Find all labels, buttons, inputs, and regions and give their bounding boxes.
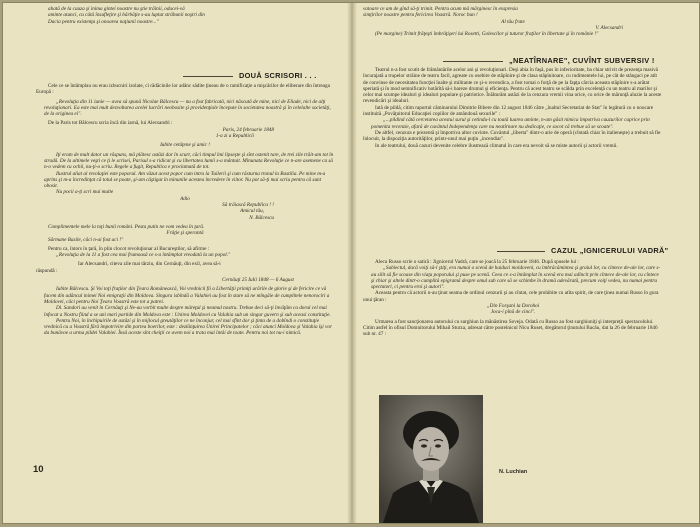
- letter-closing: Adio: [180, 195, 190, 202]
- salutation: Iubite cetăţene şi amic !: [160, 142, 210, 149]
- portrait-photo: [379, 395, 483, 523]
- letter-text: Iubite Bălcescu. Şi Voi toţi fraţilor din Ţeara Românească, Voi vrednicii fii a Libertăţii primiţi urările de glorie şi de fericire ce vă facem din adâncul inimei Noi emigraţii din Moldova. Singura isbîndă a Valahiei au fost în stare să ne mîngăie de cumplitele nenorociri a Moldovei, căci pentru Noi Ţeara Voastră este tot a patrei.: [44, 286, 330, 305]
- paragraph: De altfel, cenzura e prezentă şi împotriva altor cuvinte. Cuvântul „liberta" dintr-o arie de operă (cîntată chiar în italieneşte) a trebuit să fie înlocuit, la dispoziţia autorităţilor, printr-unul mai puţin „incendiar".: [363, 129, 661, 143]
- signature: V. Alecsandri: [595, 24, 623, 31]
- portrait-image: [379, 395, 483, 523]
- signature: N. Bălcescu: [249, 214, 274, 221]
- letter-text: Nu pocii a-ţi scri mai multe: [56, 189, 114, 196]
- quote: „Subiectul, dacă voiţi să-l ştiţi, era numai o scenă de haiduci moldoveni, cu îmbrăcămintea şi graiul lor, cu cîntece de-ale lor, care s-au silit să fie scoase din viaţa poporului şi puse pe scenă. Ceea ce s-a întâmplat în scenă era mai adîncit prin cîntece de-ale lor, cu cîntece şi chiar şi altele dintr-o cumplită epigramă despre omul sub care să se schimbe în dramă adevărată, precum voiţi vedea, nu numai pentru spectatori, ci pentru eroi şi autori".: [371, 265, 661, 291]
- paragraph: Teatrul n-a fost scutit de frământările acelor ani şi revoluţionari. Deşi abia în faşă, pus în inferioritate, ba chiar strivit de prezenţa masivă încurajată a trupelor străine de teatru facil, agreate cu osebire de stăpînire şi de clasa stăpînitoare, cu rudimentele lui, pe cât de stângaci pe atît de convinse de necesitatea funcţiei înalte şi militante ce şi-o revendica, a fost tomai o forţă de pe la fapţa cărcia aceasta stăpînire s-a arătat speriată şi în mod semnificativ hotărîtă să-i bareze drumul şi eficienţa. Pentru că acest teatru se scâlda prin excelenţă cu un teatru al marilor şi celor mai scumpe idealuri şi idealuri populare şi patriotice. Înlăturăm astăzi de la cenzura vremii vina orice, cu orice de mărunţă aluzie la aceste revendicări şi idealuri.: [363, 67, 662, 105]
- quote: „...pildind câtă cercetarea acestui surul şi cetindu-l cu toată luarea aminte, n-am găsit nimica împotriva cauzurilor caprice prin pomenita recenzie, afară de cuvântul Independenţa care nu neatîrnare nu dedicaţie, ce socot că trebue să se scoate".: [371, 117, 650, 130]
- section-heading: [443, 56, 655, 65]
- heading-rule: [497, 251, 545, 252]
- letter-text: Sărmane Basile, căci n-ai fost aci !": [48, 236, 124, 243]
- section-heading-2: [497, 246, 668, 255]
- page-number: 10: [33, 464, 44, 475]
- book-spread: [2, 2, 700, 524]
- right-body-2: [363, 259, 663, 338]
- photo-caption: N. Luchian: [499, 469, 528, 475]
- heading-text: „NEATÎRNARE", CUVÎNT SUBVERSIV !: [509, 56, 655, 65]
- paragraph: In ale teatrului, două cazuri devenite celebre ilustrează climatul în care era nevoit să se miste autorii şi actorii vremii.: [375, 142, 618, 149]
- heading-text: DOUĂ SCRISORI . . .: [239, 71, 317, 80]
- letter-text: Pentru Noi, în închipuirile de astăzi şi în mijlocul greutăţilor ce ne înconjur, cel mai sfînt dor şi ţinta de a dobîndi o constituţie vrednică cu a Voastră fără împotrivire din partea boerilor, este : dezlănţuirea Unirei Principatelor ; căci atunci Moldova şi Valahia îşi vor da bunăvoe a urma pildei Valahiei. Însă aceste sînt cheiţii ce avem noi a trata mai întâi de toate. Pentru noi tot nu-i nimică.: [44, 317, 332, 337]
- paragraph: Urmarea a fost sancţionarea autorului cu surghiun la mănăstirea Soveja. Odată cu Russo au fost surghiuniţi şi interpreţii spectacolului. Citim astfel în ofisul Domnitorului Mihail Sturza, adresat către postelnicul Nicu Ruset, dregătorul ţinutului Bacău, dat la 26 de februarie 1846 sub nr. 47 :: [363, 318, 658, 338]
- right-body: [363, 67, 663, 149]
- postscript: (Pe margine) Trimit frăţeşti îmbrăţişeri lui Rosetti, Golescilor şi tuturor fraţilor în libertate şi în românie !": [375, 31, 599, 38]
- quote: „Revoluţia din 11 iunie — avea să spună Nicolae Bălcescu — nu a fost fabricată, nici născută de mine, nici de Eliade, nici de alţi revoluţionari. Ea este mai mult dezvoltarea acelei lucrări neobosite şi providenţiale începute în societatea noastră şi în celelalte societăţi, de la originea ei".: [44, 98, 331, 118]
- paragraph: Aceasta pentru că actorii n-au ţinut seama de ordinul cenzurii şi au cîntat, cele prohibite cu atîta spirit, de care ţinea numai Russo în gura unui ţăran :: [363, 290, 659, 303]
- verse-line: „Din Forşani la Dorohoi: [486, 303, 540, 310]
- text-line: Dacia pentru existenţa şi onoarea naţiunii noastre...": [48, 18, 159, 25]
- dateline: Cernăuţi 25 Iulii 1848 — 6 August: [222, 277, 294, 284]
- heading-rule: [183, 76, 233, 77]
- heading-rule: [443, 61, 503, 62]
- letter-text: Iţi eram de mult dator un răspuns, mă plătesc astăzi dar în scurt, căci timpul îmi lipseşte şi sînt ostenit tare, de trei zile trăit-am tot în stradă. De la ultimele veşti ce ţi le scrisei, Parisul s-a ridicat şi cu libertatea lumii s-a mântuit. Minunata Revoluţie ce n-are asemene ca să n-o vedem cu ochii, nu-ţi-o scriu. Regele a fugit, Republica e proclamată de tot.: [44, 151, 334, 171]
- text-line: Al tău frate: [501, 18, 525, 25]
- letter-closing: Amicul tău,: [240, 208, 264, 215]
- paragraph: Cele ce se întâmplau nu erau izbucniri izolate, ci rădăcinile lor adânc sădite ţineau de o ramificaţie a mişcărilor de eliberare din întreaga Europă :: [36, 83, 330, 96]
- letter-text: Dl. Sandori au venit în Cernăuţi şi Ne-au vorbit multe despre măreţul şi neamul nostru. Trebue deci să-ţi învăţăm ca dorul cel mai înfocat a Nostru fiind a se uni mari partide din Moldova este : Unirea Moldovei cu Valahia sub un singur guvern şi sub aceasi constituţie.: [44, 305, 331, 318]
- paragraph: Pentru ca, întors în ţară, în plin clocot revoluţionar al Bucureştilor, să afirme :: [48, 245, 210, 252]
- paragraph: Iată de pildă, citim raportul căminarului Dimitrie Bibere din 12 august 1846 către „înaltul Secretariat de Stat" în legătură cu o noucare instituită „Povăţuitorul Educaţiei copiilor de amândouă sexurile" :: [363, 104, 654, 118]
- book-gutter: [347, 3, 357, 523]
- paragraph: De la Paris tot Bălcescu scria încă din iarnă, lui Alecsandri :: [48, 120, 173, 127]
- paragraph: răspundă :: [36, 267, 58, 274]
- letter-closing: Să trăiască Republica ! !: [222, 202, 274, 209]
- dateline: Paris, 24 februarie 1848: [222, 126, 274, 133]
- text-line: abată de la cauza şi inima gintei noastre nu ştie trăinii, oducei-vă: [48, 6, 185, 12]
- dateline: 1-a zi a Republicii: [215, 133, 254, 140]
- left-body: [36, 83, 334, 337]
- verse-line: Joca-i pînă de cinci".: [490, 309, 536, 316]
- section-heading: [183, 71, 317, 80]
- paragraph: Iar Alecsandri, citeva zile mai târziu, din Cernăuţi, din exil, avea să-i: [78, 261, 221, 268]
- text-line: vatoare ce am de gînd să-ţi trimit. Pentru acum mă mărginesc în exspresia: [363, 6, 518, 12]
- text-line: aminte atunci, cu câtă însufleţire şi bărbăţie s-au luptat străbunii noştri din: [48, 12, 205, 19]
- letter-text: Complimentele mele la toţi bunii români. Pesta putin ne vom vedea în ţară.: [48, 223, 205, 230]
- letter-text: Ilustrul aliat al revoluţiei este poporul. Am văzut acest popor cum intra la Tuilerii şi cum răsturna tronul la Bastilia. Pe mine m-a aprins şi m-a încredinţat că totul se poate, şi-am câştigat în minunile acestea încredere în viitor. Nu pot să-ţi mai scriu pentru că sunt obosit.: [44, 170, 326, 190]
- quote: „Revoluţia de la 11 a fost cea mai frumoasă ce s-a întâmplat vreodată la un popol.": [56, 252, 231, 259]
- right-top-text: [363, 6, 663, 37]
- heading-text: CAZUL „IGNICERULUI VADRĂ": [551, 246, 669, 255]
- letter-text: Frăţie şi sperantă: [166, 230, 204, 237]
- paragraph: Alecu Russo scrie o satiră : Jignicerul Vadră, care se joacă la 25 februarie 1846. După spusele lui :: [375, 259, 579, 265]
- text-line: simţirilor noastre pentru fericirea Voastră. Noroc bun !: [363, 12, 478, 19]
- left-page: [3, 3, 347, 523]
- left-top-text: [36, 6, 334, 25]
